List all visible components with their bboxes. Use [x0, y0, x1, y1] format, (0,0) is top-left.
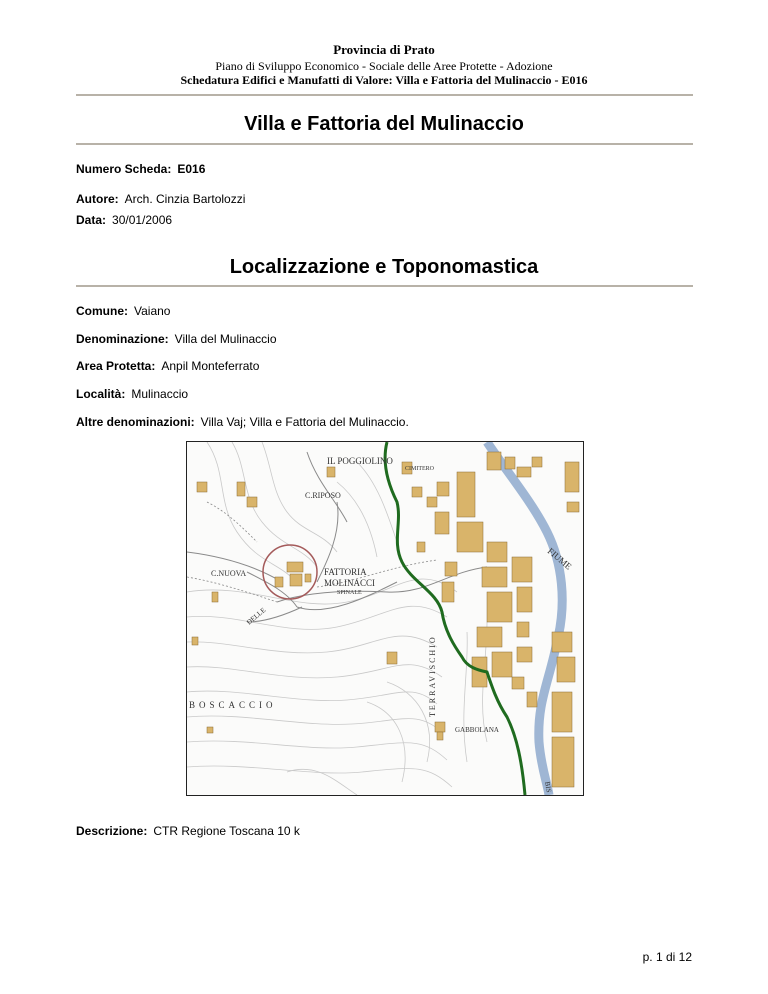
localita-label: Località: — [76, 387, 126, 401]
label-gabbolana: GABBOLANA — [455, 726, 499, 734]
localita-value: Mulinaccio — [131, 387, 189, 401]
header-org: Provincia di Prato — [333, 42, 435, 57]
field-denominazione — [76, 332, 277, 346]
denominazione-label: Denominazione: — [76, 332, 169, 346]
field-descrizione — [76, 824, 300, 838]
altre-label: Altre denominazioni: — [76, 415, 195, 429]
label-delle: DELLE — [245, 606, 268, 627]
autore-value: Arch. Cinzia Bartolozzi — [124, 192, 246, 206]
label-riposo: C.RIPOSO — [305, 491, 341, 500]
label-poggiolino: IL POGGIOLINO — [327, 456, 393, 466]
field-altre-denominazioni — [76, 415, 409, 429]
autore-label: Autore: — [76, 192, 119, 206]
numero-value: E016 — [177, 162, 206, 176]
label-bis: BIS — [543, 780, 553, 794]
denominazione-value: Villa del Mulinaccio — [174, 332, 277, 346]
label-cimitero: CIMITERO — [405, 466, 434, 472]
section-title: Localizzazione e Toponomastica — [229, 256, 539, 278]
descrizione-value: CTR Regione Toscana 10 k — [153, 824, 300, 838]
header-schedule: Schedatura Edifici e Manufatti di Valore: Villa e Fattoria del Mulinaccio - E016 — [180, 73, 588, 87]
label-fiume: FIUME — [545, 545, 574, 572]
descrizione-label: Descrizione: — [76, 824, 148, 838]
page-title: Villa e Fattoria del Mulinaccio — [244, 113, 524, 135]
field-data — [76, 213, 172, 227]
field-comune — [76, 304, 170, 318]
numero-label: Numero Scheda: — [76, 162, 172, 176]
header-divider — [76, 94, 693, 96]
label-spinale: SPINALE — [337, 590, 362, 596]
map-svg — [187, 442, 583, 795]
page-number: p. 1 di 12 — [642, 950, 692, 964]
field-area-protetta — [76, 359, 259, 373]
label-boscaccio: BOSCACCIO — [189, 700, 277, 710]
comune-value: Vaiano — [134, 304, 171, 318]
label-molinacci: MOLINACCI — [324, 578, 375, 588]
area-label: Area Protetta: — [76, 359, 156, 373]
field-localita — [76, 387, 188, 401]
label-terravischio: TERRAVISCHIO — [428, 635, 437, 717]
comune-label: Comune: — [76, 304, 128, 318]
field-numero-scheda — [76, 162, 205, 176]
label-nuova: C.NUOVA — [211, 569, 247, 578]
area-value: Anpil Monteferrato — [161, 359, 260, 373]
data-value: 30/01/2006 — [112, 213, 173, 227]
field-autore — [76, 192, 245, 206]
location-map — [186, 441, 584, 796]
data-label: Data: — [76, 213, 107, 227]
altre-value: Villa Vaj; Villa e Fattoria del Mulinaccio. — [200, 415, 409, 429]
label-fattoria: FATTORIA — [324, 567, 367, 577]
header-plan: Piano di Sviluppo Economico - Sociale delle Aree Protette - Adozione — [215, 59, 553, 73]
section-divider — [76, 285, 693, 287]
title-divider — [76, 143, 693, 145]
